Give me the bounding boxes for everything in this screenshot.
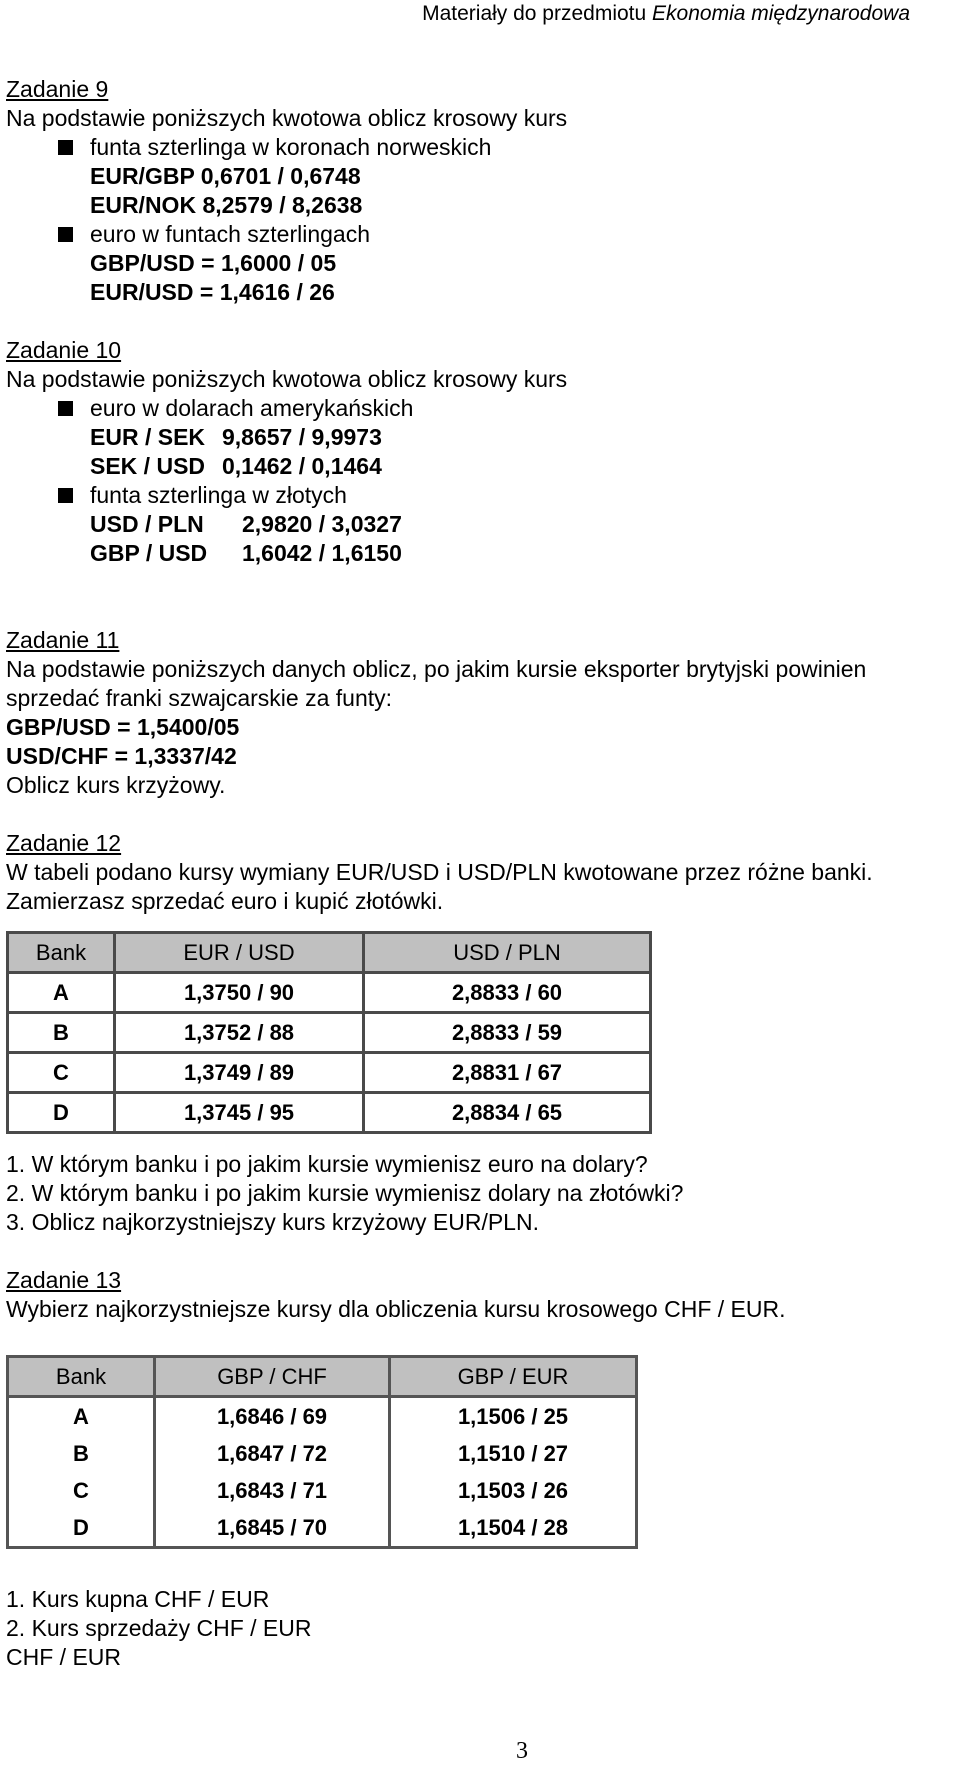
table-cell: 1,6845 / 70 [156, 1509, 391, 1546]
task-9-item-1: funta szterlinga w koronach norweskich [90, 134, 492, 160]
table-row [9, 1054, 649, 1094]
task-13-question-1: 1. Kurs kupna CHF / EUR [6, 1586, 270, 1612]
table-cell: D [9, 1094, 116, 1131]
bullet-square-icon [58, 140, 73, 155]
rate-value: 0,1462 / 0,1464 [222, 453, 382, 479]
task-11-text-3: Oblicz kurs krzyżowy. [6, 772, 226, 798]
task-10-rate-1 [90, 423, 382, 452]
task-10-intro: Na podstawie poniższych kwotowa oblicz krosowy kurs [6, 366, 568, 392]
task-11-rate-2: USD/CHF = 1,3337/42 [6, 743, 237, 769]
table-cell: 1,3749 / 89 [116, 1054, 365, 1094]
task-11-text-1: Na podstawie poniższych danych oblicz, po jakim kursie eksporter brytyjski powinien [6, 656, 867, 682]
rate-pair: SEK / USD [90, 453, 206, 479]
table-row [9, 974, 649, 1014]
table-cell: B [9, 1014, 116, 1054]
table-row [9, 1509, 635, 1546]
task-13-question-3: CHF / EUR [6, 1644, 121, 1670]
task-13-title: Zadanie 13 [6, 1267, 122, 1293]
table-cell: C [9, 1472, 156, 1509]
task-10-rate-4 [90, 539, 402, 568]
table-row [9, 1472, 635, 1509]
rate-pair: USD / PLN [90, 511, 204, 537]
task-12-rates-table [6, 931, 652, 1134]
task-9-intro: Na podstawie poniższych kwotowa oblicz krosowy kurs [6, 105, 568, 131]
table-header-cell: Bank [9, 934, 116, 974]
task-10-rate-2 [90, 452, 382, 481]
table-cell: 2,8834 / 65 [451, 1099, 563, 1125]
task-10-item-2: funta szterlinga w złotych [90, 482, 347, 508]
table-cell: 1,3750 / 90 [116, 974, 365, 1014]
table-cell: B [9, 1435, 156, 1472]
task-9-title: Zadanie 9 [6, 76, 109, 102]
table-row [9, 1014, 649, 1054]
header-prefix: Materiały do przedmiotu [422, 2, 653, 25]
task-10-item-1: euro w dolarach amerykańskich [90, 395, 414, 421]
table-cell: 2,8833 / 59 [365, 1014, 649, 1054]
table-header-row [9, 934, 649, 974]
task-13-question-2: 2. Kurs sprzedaży CHF / EUR [6, 1615, 312, 1641]
task-11-title: Zadanie 11 [6, 627, 120, 653]
table-header-cell: EUR / USD [116, 934, 365, 974]
rate-value: 2,9820 / 3,0327 [242, 511, 402, 537]
rate-pair: EUR / SEK [90, 424, 206, 450]
task-12-text-2: Zamierzasz sprzedać euro i kupić złotówki. [6, 888, 444, 914]
task-13-text-1: Wybierz najkorzystniejsze kursy dla obliczenia kursu krosowego CHF / EUR. [6, 1296, 786, 1322]
task-9-rate-2: EUR/NOK 8,2579 / 8,2638 [90, 192, 363, 218]
table-cell: 1,6843 / 71 [156, 1472, 391, 1509]
table-cell: D [9, 1509, 156, 1546]
table-cell: 1,3745 / 95 [116, 1094, 365, 1131]
table-cell: 1,1503 / 26 [457, 1477, 569, 1503]
rate-value: 9,8657 / 9,9973 [222, 424, 382, 450]
task-12-question-1: 1. W którym banku i po jakim kursie wymienisz euro na dolary? [6, 1151, 648, 1177]
rate-pair: GBP / USD [90, 540, 208, 566]
table-cell: 1,1504 / 28 [457, 1514, 569, 1540]
task-11-text-2: sprzedać franki szwajcarskie za funty: [6, 685, 393, 711]
task-9-item-2: euro w funtach szterlingach [90, 221, 370, 247]
table-header-cell: GBP / CHF [156, 1358, 391, 1398]
task-13-rates-table [6, 1355, 638, 1549]
table-header-cell: GBP / EUR [391, 1358, 635, 1398]
table-cell: 1,1510 / 27 [457, 1440, 569, 1466]
task-11-rate-1: GBP/USD = 1,5400/05 [6, 714, 240, 740]
table-cell: 1,6847 / 72 [156, 1435, 391, 1472]
table-cell: 2,8831 / 67 [365, 1054, 649, 1094]
table-row [9, 1094, 649, 1131]
table-cell: 2,8833 / 60 [365, 974, 649, 1014]
task-12-title: Zadanie 12 [6, 830, 122, 856]
task-9-rate-1: EUR/GBP 0,6701 / 0,6748 [90, 163, 361, 189]
bullet-square-icon [58, 227, 73, 242]
page-header [422, 2, 910, 26]
table-cell: A [9, 974, 116, 1014]
table-row [9, 1398, 635, 1435]
bullet-square-icon [58, 401, 73, 416]
task-12-question-2: 2. W którym banku i po jakim kursie wymienisz dolary na złotówki? [6, 1180, 684, 1206]
task-10-title: Zadanie 10 [6, 337, 122, 363]
table-header-row [9, 1358, 635, 1398]
task-9-rate-3: GBP/USD = 1,6000 / 05 [90, 250, 337, 276]
task-12-question-3: 3. Oblicz najkorzystniejszy kurs krzyżowy EUR/PLN. [6, 1209, 539, 1235]
bullet-square-icon [58, 488, 73, 503]
table-cell: A [9, 1398, 156, 1435]
table-cell: 1,6846 / 69 [156, 1398, 391, 1435]
table-row [9, 1435, 635, 1472]
header-subject: Ekonomia międzynarodowa [652, 2, 910, 25]
table-header-cell: USD / PLN [365, 934, 649, 974]
table-cell: C [9, 1054, 116, 1094]
table-cell: 1,3752 / 88 [116, 1014, 365, 1054]
rate-value: 1,6042 / 1,6150 [242, 540, 402, 566]
table-header-cell: Bank [9, 1358, 156, 1398]
task-10-rate-3 [90, 510, 402, 539]
task-12-text-1: W tabeli podano kursy wymiany EUR/USD i USD/PLN kwotowane przez różne banki. [6, 859, 873, 885]
page-number: 3 [516, 1738, 528, 1764]
table-cell: 1,1506 / 25 [457, 1403, 569, 1429]
task-9-rate-4: EUR/USD = 1,4616 / 26 [90, 279, 335, 305]
